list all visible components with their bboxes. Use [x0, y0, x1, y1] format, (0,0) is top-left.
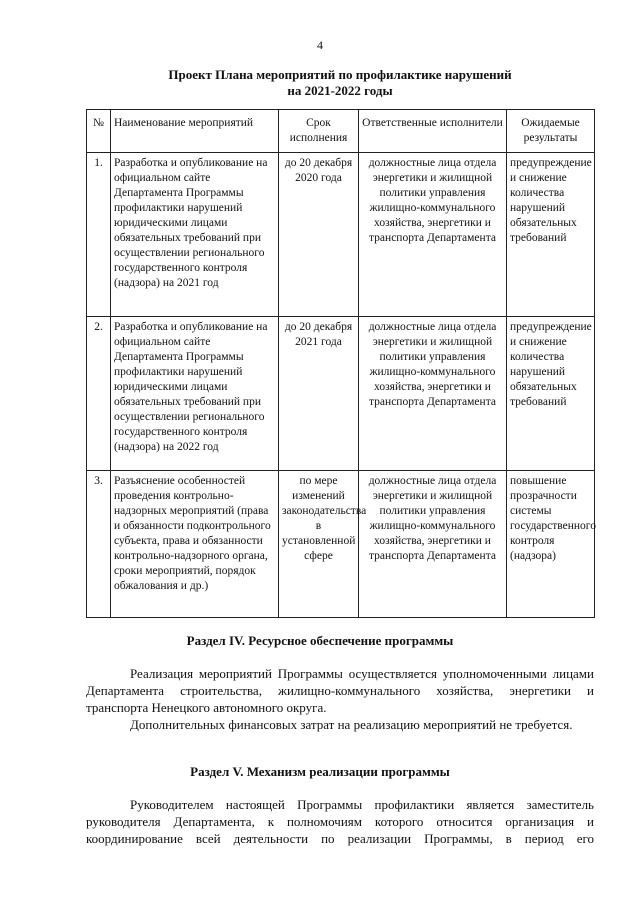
table-row: [87, 317, 595, 471]
measure-results: предупреждение и снижение количества нарушений обязательных требований: [507, 317, 595, 471]
table-row: [87, 471, 595, 618]
measure-name: Разъяснение особенностей проведения контрольно-надзорных мероприятий (права и обязанности подконтрольного субъекта, права и обязанности контрольно-надзорного органа, сроки мероприятий, порядок обжалования и др.): [111, 471, 279, 618]
measure-results: предупреждение и снижение количества нарушений обязательных требований: [507, 153, 595, 317]
section-4-heading: Раздел IV. Ресурсное обеспечение программы: [186, 633, 454, 648]
header-responsible: Ответственные исполнители: [359, 110, 507, 153]
measures-plan-table: [86, 109, 595, 618]
table-row: [87, 153, 595, 317]
measure-responsible: должностные лица отдела энергетики и жилищной политики управления жилищно-коммунального хозяйства, энергетики и транспорта Департамента: [359, 153, 507, 317]
measure-name: Разработка и опубликование на официальном сайте Департамента Программы профилактики нарушений юридическими лицами обязательных требований при осуществлении регионального государственного контроля (надзора) на 2021 год: [111, 153, 279, 317]
header-expected-results: Ожидаемые результаты: [507, 110, 595, 153]
row-number: 2.: [87, 317, 111, 471]
section-5-heading: Раздел V. Механизм реализации программы: [190, 764, 450, 779]
measure-name: Разработка и опубликование на официальном сайте Департамента Программы профилактики нарушений юридическими лицами обязательных требований при осуществлении регионального государственного контроля (надзора) на 2022 год: [111, 317, 279, 471]
row-number: 3.: [87, 471, 111, 618]
header-term: Срок исполнения: [279, 110, 359, 153]
page-number: 4: [317, 38, 323, 52]
document-title: [120, 67, 560, 99]
measure-term: по мере изменений законодательства в установленной сфере: [279, 471, 359, 618]
header-measure-name: Наименование мероприятий: [111, 110, 279, 153]
measure-responsible: должностные лица отдела энергетики и жилищной политики управления жилищно-коммунального хозяйства, энергетики и транспорта Департамента: [359, 471, 507, 618]
header-number: №: [87, 110, 111, 153]
measure-term: до 20 декабря 2021 года: [279, 317, 359, 471]
document-title-line-1: Проект Плана мероприятий по профилактике нарушений: [168, 67, 512, 82]
measure-results: повышение прозрачности системы государственного контроля (надзора): [507, 471, 595, 618]
measure-responsible: должностные лица отдела энергетики и жилищной политики управления жилищно-коммунального хозяйства, энергетики и транспорта Департамента: [359, 317, 507, 471]
measure-term: до 20 декабря 2020 года: [279, 153, 359, 317]
table-header-row: [87, 110, 595, 153]
section-5-paragraph-1: Руководителем настоящей Программы профилактики является заместитель руководителя Департамента, к полномочиям которого относится организация и координирование всей деятельности по реализации Программы, в период его: [86, 797, 594, 846]
section-4-paragraph-1: Реализация мероприятий Программы осуществляется уполномоченными лицами Департамента строительства, жилищно-коммунального хозяйства, энергетики и транспорта Ненецкого автономного округа.: [86, 666, 594, 715]
document-title-line-2: на 2021-2022 годы: [287, 83, 393, 98]
row-number: 1.: [87, 153, 111, 317]
section-4-paragraph-2: Дополнительных финансовых затрат на реализацию мероприятий не требуется.: [130, 717, 573, 732]
